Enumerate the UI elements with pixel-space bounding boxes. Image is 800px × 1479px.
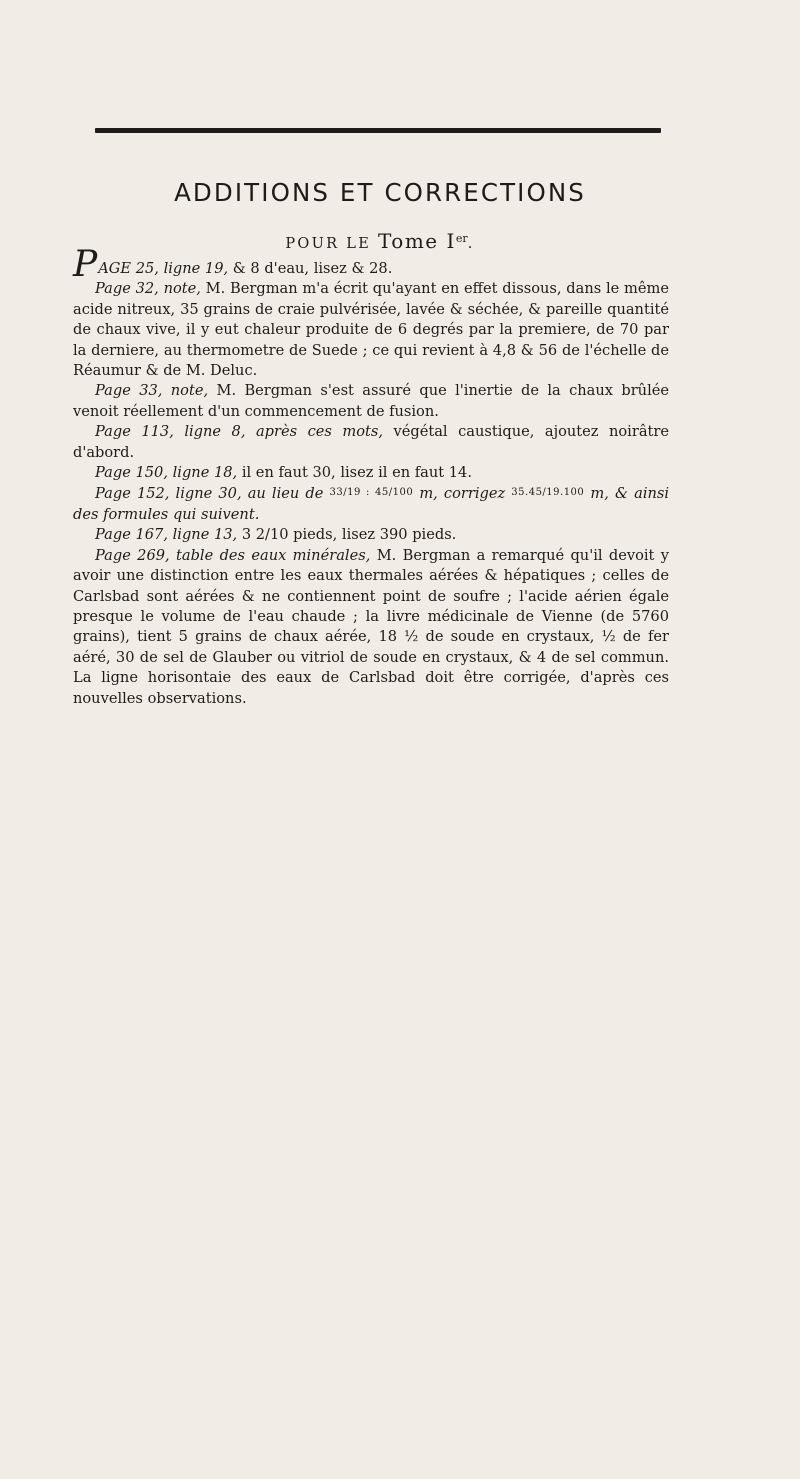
- entry-page-33: [73, 381, 669, 422]
- entry-text: M. Bergman m'a écrit qu'ayant en effet dissous, dans le même acide nitreux, 35 grains de craie pulvérisée, lavée & séchée, & pareille quantité de chaux vive, il y eut chaleur produite de 6 degrés par la premiere, de 70 par la derniere, au thermometre de Suede ; ce qui revient à 4,8 & 56 de l'échelle de Réaumur & de M. Deluc.: [73, 280, 670, 380]
- entry-text: végétal caustique, ajoutez noirâtre d'abord.: [73, 423, 669, 461]
- entry-text: 3 2/10 pieds, lisez 390 pieds.: [241, 526, 457, 544]
- subtitle-tome: Tome I: [378, 229, 456, 253]
- entry-ref: Page 269, table des eaux minérales,: [95, 546, 371, 564]
- entry-text: M. Bergman a remarqué qu'il devoit y avoir une distinction entre les eaux thermales aérées & hépatiques ; celles de Carlsbad sont aérées & ne contiennent point de soufre ; l'acide aérien égale presque le volume de l'eau chaude ; la livre médicinale de Vienne (de 5760 grains), tient 5 grains de chaux aérée, 18 ½ de soude en crystaux, ½ de fer aéré, 30 de sel de Glauber ou vitriol de soude en crystaux, & 4 de sel commun. La ligne horisontaie des eaux de Carlsbad doit être corrigée, d'après ces nouvelles observations.: [73, 546, 670, 707]
- entry-ref: Page 32, note,: [95, 280, 201, 298]
- entry-text: M. Bergman s'est assuré que l'inertie de la chaux brûlée venoit réellement d'un commencement de fusion.: [73, 382, 670, 420]
- page-title: ADDITIONS ET CORRECTIONS: [174, 178, 586, 207]
- entry-ref: Page 152, ligne 30, au lieu de: [95, 485, 324, 503]
- fraction: 33/19 : 45/100: [329, 487, 414, 499]
- entry-page-269: [73, 546, 669, 709]
- page-subtitle: POUR LE Tome Ier.: [285, 229, 475, 253]
- entry-page-150: [73, 463, 669, 483]
- entry-mid: m, corrigez: [419, 485, 506, 503]
- entry-tail: m, & ainsi des formules qui suivent.: [73, 485, 670, 523]
- subtitle-sup: er: [455, 232, 468, 246]
- entry-text: il en faut 30, lisez il en faut 14.: [241, 464, 472, 482]
- entry-ref: Page 33, note,: [95, 382, 209, 400]
- dropcap: P: [73, 244, 98, 285]
- entry-page-152: [73, 483, 669, 525]
- entry-page-113: [73, 422, 669, 463]
- entry-text: & 8 d'eau, lisez & 28.: [232, 260, 393, 277]
- entry-ref: Page 167, ligne 13,: [95, 526, 238, 544]
- entry-page-32: [73, 279, 669, 381]
- entry-page-167: [73, 525, 669, 545]
- entry-ref: Page 150, ligne 18,: [95, 464, 238, 482]
- top-rule: [95, 128, 661, 133]
- entry-ref: Page 113, ligne 8, après ces mots,: [95, 423, 383, 441]
- fraction: 35.45/19.100: [511, 487, 585, 499]
- subtitle-prefix: POUR LE: [285, 236, 372, 252]
- entry-ref: AGE 25, ligne 19,: [98, 260, 229, 277]
